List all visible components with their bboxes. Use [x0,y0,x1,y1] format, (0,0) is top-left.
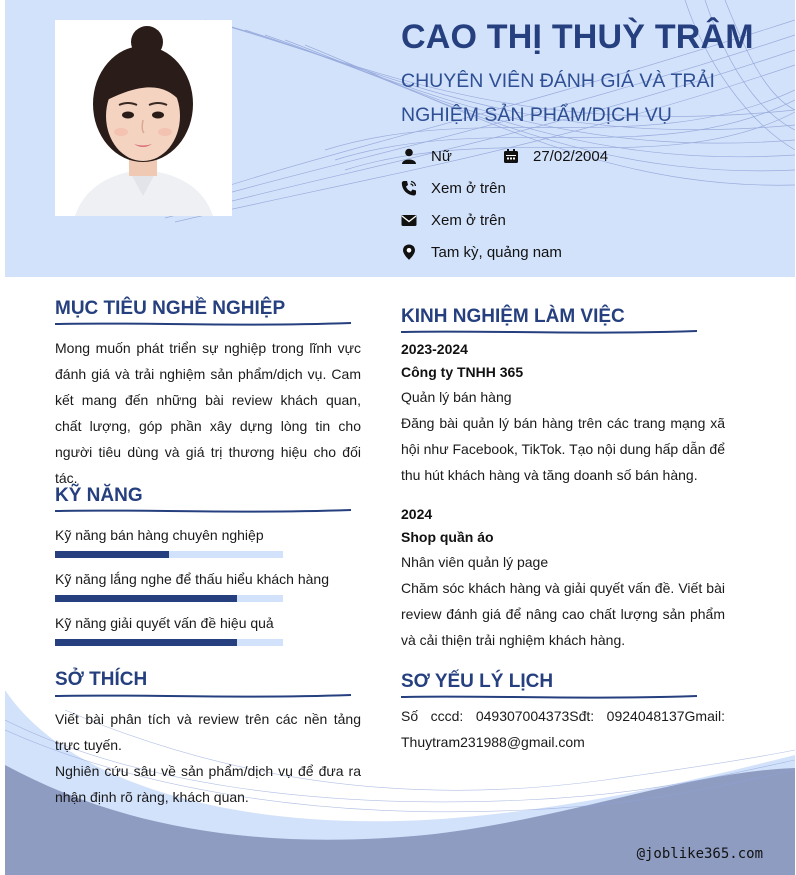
dob-row [503,144,608,168]
person-icon [401,148,417,164]
email-row [401,208,506,232]
job-title: CHUYÊN VIÊN ĐÁNH GIÁ VÀ TRẢI NGHIỆM SẢN PHẨM/DỊCH VỤ [401,70,715,126]
objective-text: Mong muốn phát triển sự nghiệp trong lĩnh vực đánh giá và trải nghiệm sản phẩm/dịch vụ. Cam kết mang đến những bài review khách quan, chất lượng, góp phần xây dựng lòng tin cho người tiêu dùng và giá trị thương hiệu cho đối tác. [55,340,361,486]
experience-company: Công ty TNHH 365 [401,364,524,380]
skill-item [55,613,285,646]
phone-value: Xem ở trên [431,179,506,197]
experience-description: Chăm sóc khách hàng và giải quyết vấn đề. Viết bài review đánh giá để nâng cao chất lượng sản phẩm và cải thiện trải nghiệm khách hàng. [401,580,725,648]
hobby-item: Viết bài phân tích và review trên các nền tảng trực tuyến. [55,711,361,753]
experience-period: 2023-2024 [401,341,468,357]
calendar-icon [503,148,519,164]
gender-row [401,144,452,168]
skill-bar-fill [55,595,237,602]
portrait-image [55,20,232,216]
objective-heading: MỤC TIÊU NGHỀ NGHIỆP [55,298,286,319]
skills-heading: KỸ NĂNG [55,485,143,506]
address-value: Tam kỳ, quảng nam [431,243,562,261]
hobbies-heading: SỞ THÍCH [55,669,148,690]
phone-row [401,176,506,200]
experience-period: 2024 [401,506,433,522]
watermark: @joblike365.com [636,846,763,862]
experience-heading: KINH NGHIỆM LÀM VIỆC [401,306,625,327]
experience-role: Quản lý bán hàng [401,389,512,405]
skill-bar [55,639,283,646]
header-banner [5,0,795,277]
resume-underline [401,693,701,701]
skill-item [55,525,285,558]
experience-role: Nhân viên quản lý page [401,554,549,570]
objective-underline [55,320,355,328]
skill-bar-fill [55,639,237,646]
skill-label: Kỹ năng bán hàng chuyên nghiệp [55,527,264,543]
candidate-name: CAO THỊ THUỲ TRÂM [401,18,754,56]
email-value: Xem ở trên [431,211,506,229]
address-row [401,240,562,264]
phone-icon [401,180,417,196]
envelope-icon [401,212,417,228]
location-pin-icon [401,244,417,260]
hobbies-underline [55,692,355,700]
skills-underline [55,507,355,515]
experience-company: Shop quần áo [401,529,494,545]
skill-item [55,569,330,602]
skill-bar-fill [55,551,169,558]
skill-label: Kỹ năng lắng nghe để thấu hiểu khách hàng [55,571,330,587]
experience-underline [401,328,701,336]
skill-label: Kỹ năng giải quyết vấn đề hiệu quả [55,615,274,631]
skill-bar [55,551,283,558]
profile-photo [55,20,232,216]
resume-text: Số cccd: 049307004373Sđt: 0924048137Gmail: Thuytram231988@gmail.com [401,708,725,750]
experience-description: Đăng bài quản lý bán hàng trên các trang mạng xã hội như Facebook, TikTok. Tạo nội dung hấp dẫn để thu hút khách hàng và tăng doanh số bán hàng. [401,415,725,483]
gender-value: Nữ [431,147,452,165]
dob-value: 27/02/2004 [533,147,609,165]
skill-bar [55,595,283,602]
hobby-item: Nghiên cứu sâu về sản phẩm/dịch vụ để đưa ra nhận định rõ ràng, khách quan. [55,763,361,805]
resume-heading: SƠ YẾU LÝ LỊCH [401,671,554,692]
cv-page [5,0,795,875]
